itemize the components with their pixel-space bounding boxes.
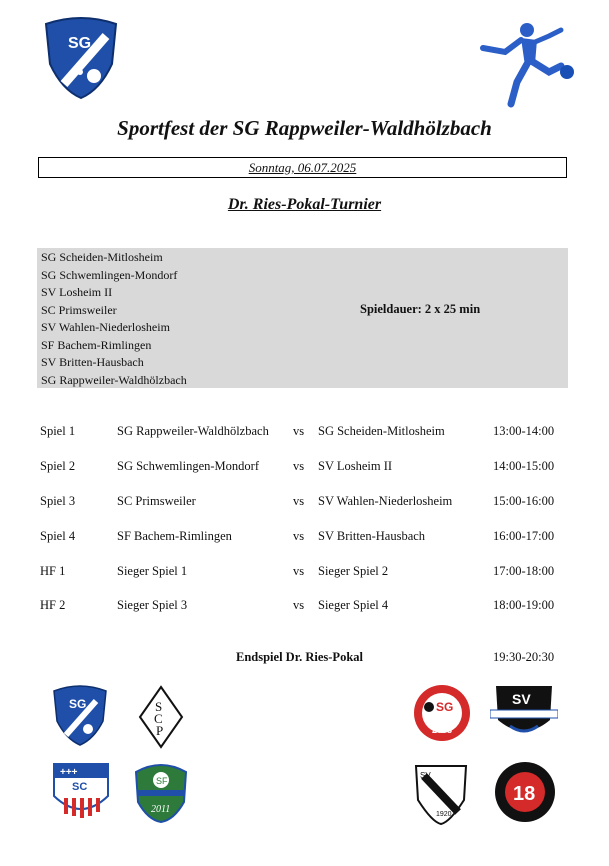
svg-text:SG: SG bbox=[68, 35, 92, 52]
teams-box bbox=[37, 248, 568, 388]
svg-text:SV: SV bbox=[512, 691, 531, 707]
sv-britten-logo bbox=[493, 760, 557, 824]
team-item: SV Losheim II bbox=[41, 285, 113, 299]
away-team: SG Scheiden-Mitlosheim bbox=[318, 424, 445, 438]
page-title: Sportfest der SG Rappweiler-Waldhölzbach bbox=[117, 116, 492, 140]
game-time: 14:00-15:00 bbox=[493, 459, 555, 473]
tournament-title: Dr. Ries-Pokal-Turnier bbox=[227, 196, 382, 213]
game-label: Spiel 4 bbox=[40, 529, 76, 543]
svg-text:SF: SF bbox=[156, 776, 168, 786]
versus-label: vs bbox=[293, 494, 305, 508]
svg-text:SG: SG bbox=[69, 697, 87, 711]
event-date: Sonntag, 06.07.2025 bbox=[38, 157, 567, 178]
sv-wahlen-logo bbox=[490, 680, 558, 742]
schedule-row bbox=[40, 529, 570, 547]
game-time: 17:00-18:00 bbox=[493, 564, 555, 578]
sg-rappweiler-small-logo bbox=[50, 683, 110, 747]
svg-text:C: C bbox=[154, 711, 163, 726]
team-item: SV Wahlen-Niederlosheim bbox=[41, 320, 170, 334]
versus-label: vs bbox=[293, 529, 305, 543]
team-item: SC Primsweiler bbox=[41, 302, 117, 317]
game-label: HF 1 bbox=[40, 564, 66, 578]
sg-rappweiler-logo bbox=[40, 14, 122, 100]
schedule-row bbox=[40, 459, 570, 477]
versus-label: vs bbox=[293, 459, 305, 473]
team-item: SV Britten-Hausbach bbox=[41, 355, 144, 369]
game-label: Spiel 3 bbox=[40, 494, 76, 508]
game-label: HF 2 bbox=[40, 598, 66, 612]
svg-text:1920: 1920 bbox=[436, 811, 452, 818]
svg-text:SG: SG bbox=[436, 700, 454, 714]
versus-label: vs bbox=[293, 424, 305, 438]
svg-text:+++: +++ bbox=[60, 767, 78, 778]
versus-label: vs bbox=[293, 598, 305, 612]
scp-logo bbox=[136, 685, 186, 749]
home-team: SG Schwemlingen-Mondorf bbox=[117, 459, 259, 473]
svg-text:S: S bbox=[155, 699, 163, 714]
svg-text:P: P bbox=[156, 723, 164, 738]
schedule-row bbox=[40, 494, 570, 512]
away-team: Sieger Spiel 4 bbox=[318, 598, 389, 612]
sv-losheim-logo bbox=[410, 760, 472, 826]
game-time: 18:00-19:00 bbox=[493, 598, 555, 612]
game-label: Spiel 1 bbox=[40, 424, 76, 438]
svg-text:18: 18 bbox=[513, 783, 536, 805]
home-team: Sieger Spiel 1 bbox=[117, 564, 188, 578]
versus-label: vs bbox=[293, 564, 305, 578]
home-team: Sieger Spiel 3 bbox=[117, 598, 188, 612]
final-time: 19:30-20:30 bbox=[493, 650, 555, 664]
game-duration: Spieldauer: 2 x 25 min bbox=[360, 302, 481, 316]
schedule-row bbox=[40, 424, 570, 442]
team-item: SG Schwemlingen-Mondorf bbox=[41, 267, 178, 282]
home-team: SG Rappweiler-Waldhölzbach bbox=[117, 424, 269, 438]
sc-schwemlingen-logo bbox=[52, 762, 110, 822]
game-label: Spiel 2 bbox=[40, 459, 76, 473]
final-label: Endspiel Dr. Ries-Pokal bbox=[236, 650, 363, 664]
svg-text:2011: 2011 bbox=[151, 804, 171, 815]
away-team: SV Losheim II bbox=[318, 459, 393, 473]
svg-text:2008: 2008 bbox=[432, 725, 453, 735]
team-item: SF Bachem-Rimlingen bbox=[41, 337, 152, 352]
away-team: SV Wahlen-Niederlosheim bbox=[318, 494, 453, 508]
home-team: SC Primsweiler bbox=[117, 494, 196, 508]
sg-scheiden-logo bbox=[412, 683, 472, 743]
away-team: Sieger Spiel 2 bbox=[318, 564, 389, 578]
schedule-row bbox=[40, 564, 570, 582]
team-item: SG Rappweiler-Waldhölzbach bbox=[41, 372, 187, 387]
soccer-player-icon bbox=[475, 16, 575, 108]
away-team: SV Britten-Hausbach bbox=[318, 529, 426, 543]
svg-text:SV: SV bbox=[420, 771, 431, 780]
schedule-row bbox=[40, 598, 570, 616]
svg-text:SC: SC bbox=[72, 781, 88, 793]
game-time: 16:00-17:00 bbox=[493, 529, 555, 543]
game-time: 13:00-14:00 bbox=[493, 424, 555, 438]
team-item: SG Scheiden-Mitlosheim bbox=[41, 250, 163, 264]
game-time: 15:00-16:00 bbox=[493, 494, 555, 508]
sf-bachem-logo bbox=[132, 762, 190, 824]
team-list bbox=[41, 249, 187, 389]
home-team: SF Bachem-Rimlingen bbox=[117, 529, 232, 543]
